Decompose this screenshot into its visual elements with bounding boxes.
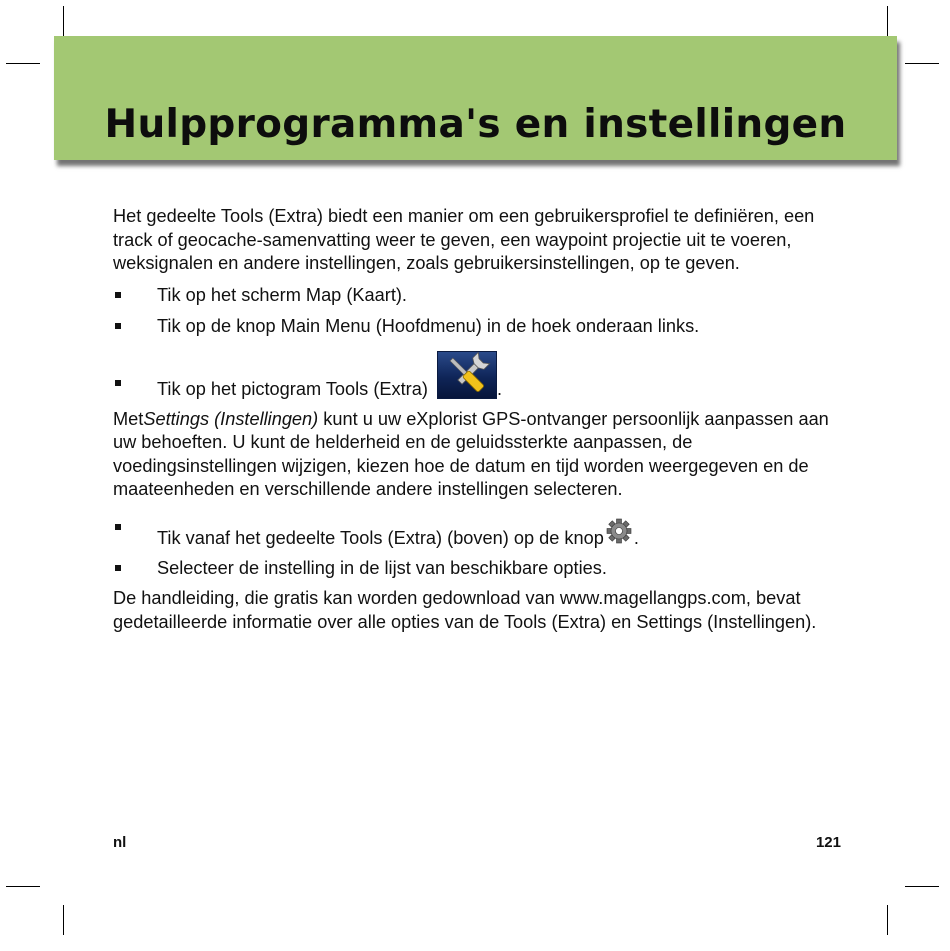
crop-mark (63, 905, 64, 935)
bullet-icon (115, 524, 121, 530)
crop-mark (887, 6, 888, 36)
bullet-icon (115, 380, 121, 386)
crop-mark (6, 886, 40, 887)
crop-mark (6, 63, 40, 64)
settings-prefix: Met (113, 408, 144, 429)
bullet-icon (115, 323, 121, 329)
intro-paragraph: Het gedeelte Tools (Extra) biedt een manier om een gebruikersprofiel te definiëren, een track of geocache-samenvatting weer te geven, een waypoint projectie uit te voeren, weksignalen en andere instellingen, zoals gebruikersinstellingen, op te geven. (113, 206, 815, 274)
bullet-icon (115, 292, 121, 298)
list-item (113, 516, 848, 551)
list-item (113, 315, 848, 339)
bullet-icon (115, 565, 121, 571)
list-item-text: Tik op het pictogram Tools (Extra) (157, 378, 428, 399)
list-item (113, 284, 848, 308)
gear-icon (604, 516, 634, 546)
crop-mark (905, 886, 939, 887)
list-item-text: Selecteer de instelling in de lijst van beschikbare opties. (157, 557, 607, 578)
settings-paragraph (113, 408, 848, 502)
settings-term: Settings (Instellingen) (143, 408, 319, 429)
list-item-text: Tik op het scherm Map (Kaart). (157, 284, 407, 305)
list-item (113, 351, 848, 402)
chapter-header (54, 36, 897, 160)
icon-suffix: . (496, 378, 503, 399)
tools-icon (437, 351, 497, 399)
footer-language: nl (113, 834, 127, 851)
list-item-text: Tik vanaf het gedeelte Tools (Extra) (boven) op de knop (157, 527, 604, 548)
page-title: Hulpprogramma's en instellingen (104, 102, 847, 147)
list-item (113, 557, 848, 581)
settings-text: kunt u uw eXplorist GPS-ontvanger persoonlijk aanpassen aan uw behoeften. U kunt de helderheid en de geluidssterkte aanpassen, de voedingsinstellingen wijzigen, kiezen hoe de datum en tijd worden weergegeven en de maateenheden en verschillende andere instellingen selecteren. (113, 408, 829, 500)
list-item-text: Tik op de knop Main Menu (Hoofdmenu) in de hoek onderaan links. (157, 316, 700, 337)
body-content (113, 205, 848, 634)
closing-paragraph: De handleiding, die gratis kan worden gedownload van www.magellangps.com, bevat gedetailleerde informatie over alle opties van de Tools (Extra) en Settings (Instellingen). (113, 588, 817, 632)
page-number: 121 (815, 834, 841, 851)
crop-mark (905, 63, 939, 64)
icon-suffix: . (633, 527, 639, 548)
crop-mark (887, 905, 888, 935)
crop-mark (63, 6, 64, 36)
